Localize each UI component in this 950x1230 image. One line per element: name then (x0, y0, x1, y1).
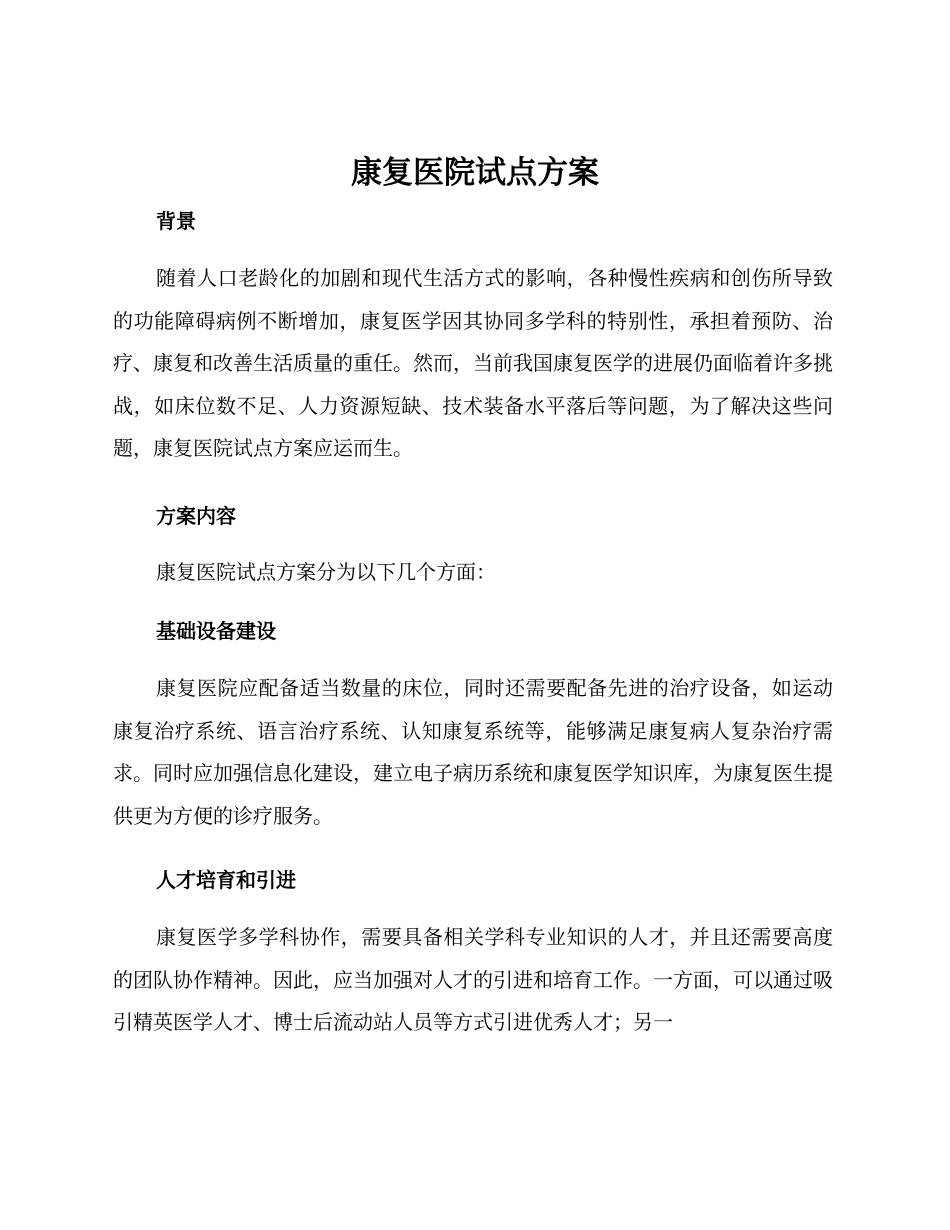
section-paragraph-background: 随着人口老龄化的加剧和现代生活方式的影响，各种慢性疾病和创伤所导致的功能障碍病例不断增加，康复医学因其协同多学科的特别性，承担着预防、治疗、康复和改善生活质量的重任。然而，当前我国康复医学的进展仍面临着许多挑战，如床位数不足、人力资源短缺、技术装备水平落后等问题，为了解决这些问题，康复医院试点方案应运而生。 (113, 266, 833, 460)
section-heading-infrastructure: 基础设备建设 (156, 619, 276, 643)
section-paragraph-infrastructure: 康复医院应配备适当数量的床位，同时还需要配备先进的治疗设备，如运动康复治疗系统、语言治疗系统、认知康复系统等，能够满足康复病人复杂治疗需求。同时应加强信息化建设，建立电子病历系统和康复医学知识库，为康复医生提供更为方便的诊疗服务。 (113, 676, 833, 828)
section-paragraph-talent: 康复医学多学科协作，需要具备相关学科专业知识的人才，并且还需要高度的团队协作精神。因此，应当加强对人才的引进和培育工作。一方面，可以通过吸引精英医学人才、博士后流动站人员等方式引进优秀人才；另一 (113, 925, 833, 1034)
section-heading-background: 背景 (156, 209, 196, 233)
section-paragraph-plan-content: 康复医院试点方案分为以下几个方面： (156, 560, 496, 584)
section-heading-talent: 人才培育和引进 (156, 868, 296, 892)
section-heading-plan-content: 方案内容 (156, 504, 236, 528)
document-title: 康复医院试点方案 (351, 155, 599, 191)
